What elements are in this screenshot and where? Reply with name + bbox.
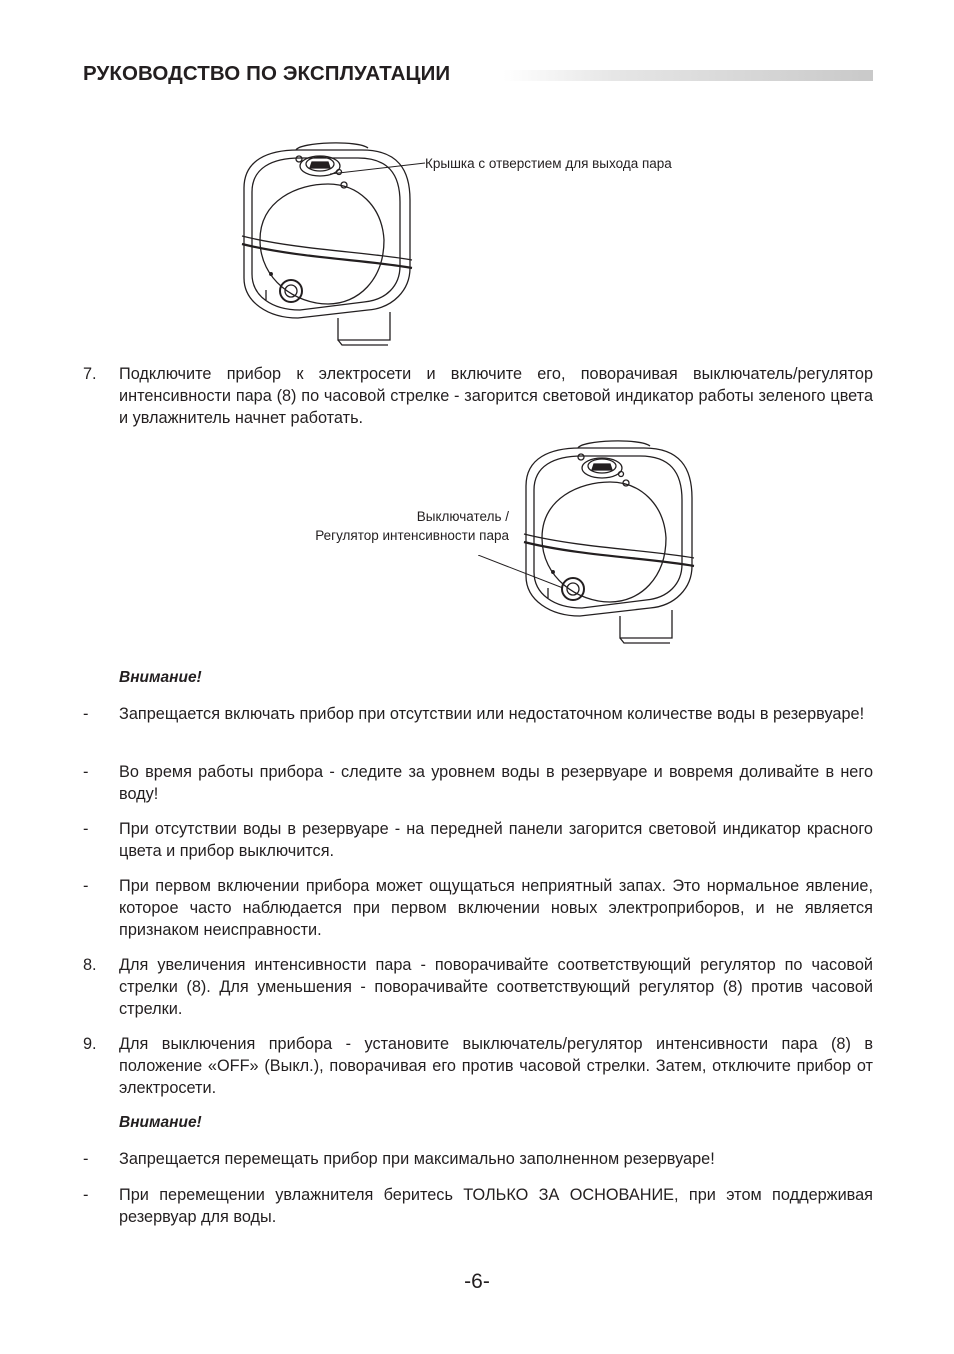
page-header <box>83 60 873 88</box>
bullet-text: Запрещается включать прибор при отсутствии или недостаточном количестве воды в резервуаре! <box>119 705 865 723</box>
item-marker: 8. <box>83 956 97 974</box>
warning-bullet <box>83 1148 873 1170</box>
warning-heading: Внимание! <box>119 669 202 686</box>
warning-bullet <box>83 818 873 862</box>
lid-callout-line <box>330 160 430 180</box>
lid-callout-label: Крышка с отверстием для выхода пара <box>425 156 672 171</box>
humidifier-illustration <box>520 438 710 648</box>
warning-heading: Внимание! <box>119 1114 202 1131</box>
bullet-text: Во время работы прибора - следите за уровнем воды в резервуаре и вовремя доливайте в него воду! <box>119 763 873 803</box>
bullet-marker: - <box>83 763 89 781</box>
warning-bullet <box>83 703 873 725</box>
switch-callout-label <box>315 507 509 545</box>
bullet-text: Запрещается перемещать прибор при максимально заполненном резервуаре! <box>119 1150 715 1168</box>
warning-bullet <box>83 761 873 805</box>
bullet-marker: - <box>83 820 89 838</box>
bullet-marker: - <box>83 1186 89 1204</box>
item-text: Подключите прибор к электросети и включите его, поворачивая выключатель/регулятор интенсивности пара (8) по часовой стрелке - загорится световой индикатор работы зеленого цвета и увлажнитель начнет работать. <box>119 365 873 427</box>
warning-bullet <box>83 1184 873 1228</box>
instruction-item-7 <box>83 363 873 429</box>
page-number: -6- <box>464 1270 490 1293</box>
bullet-marker: - <box>83 877 89 895</box>
header-title: РУКОВОДСТВО ПО ЭКСПЛУАТАЦИИ <box>83 62 451 85</box>
item-marker: 7. <box>83 365 97 383</box>
humidifier-figure-switch <box>520 438 710 648</box>
item-text: Для выключения прибора - установите выключатель/регулятор интенсивности пара (8) в положение «OFF» (Выкл.), поворачивая его против часовой стрелки. Затем, отключите прибор от электросети. <box>119 1035 873 1097</box>
header-gradient-bar <box>503 70 873 81</box>
switch-callout-line2: Регулятор интенсивности пара <box>315 528 509 543</box>
item-text: Для увеличения интенсивности пара - поворачивайте соответствующий регулятор по часовой стрелки (8). Для уменьшения - поворачивайте соответствующий регулятор (8) против часовой стрелки. <box>119 956 873 1018</box>
bullet-marker: - <box>83 705 89 723</box>
bullet-text: При отсутствии воды в резервуаре - на передней панели загорится световой индикатор красного цвета и прибор выключится. <box>119 820 873 860</box>
warning-bullet <box>83 875 873 941</box>
bullet-text: При первом включении прибора может ощущаться неприятный запах. Это нормальное явление, которое часто наблюдается при первом включении новых электроприборов, и не является признаком неисправности. <box>119 877 873 939</box>
switch-callout-line <box>478 555 568 595</box>
item-marker: 9. <box>83 1035 97 1053</box>
instruction-item-9 <box>83 1033 873 1099</box>
instruction-item-8 <box>83 954 873 1020</box>
bullet-marker: - <box>83 1150 89 1168</box>
bullet-text: При перемещении увлажнителя беритесь ТОЛЬКО ЗА ОСНОВАНИЕ, при этом поддерживая резервуар для воды. <box>119 1186 873 1226</box>
switch-callout-line1: Выключатель / <box>416 509 509 524</box>
